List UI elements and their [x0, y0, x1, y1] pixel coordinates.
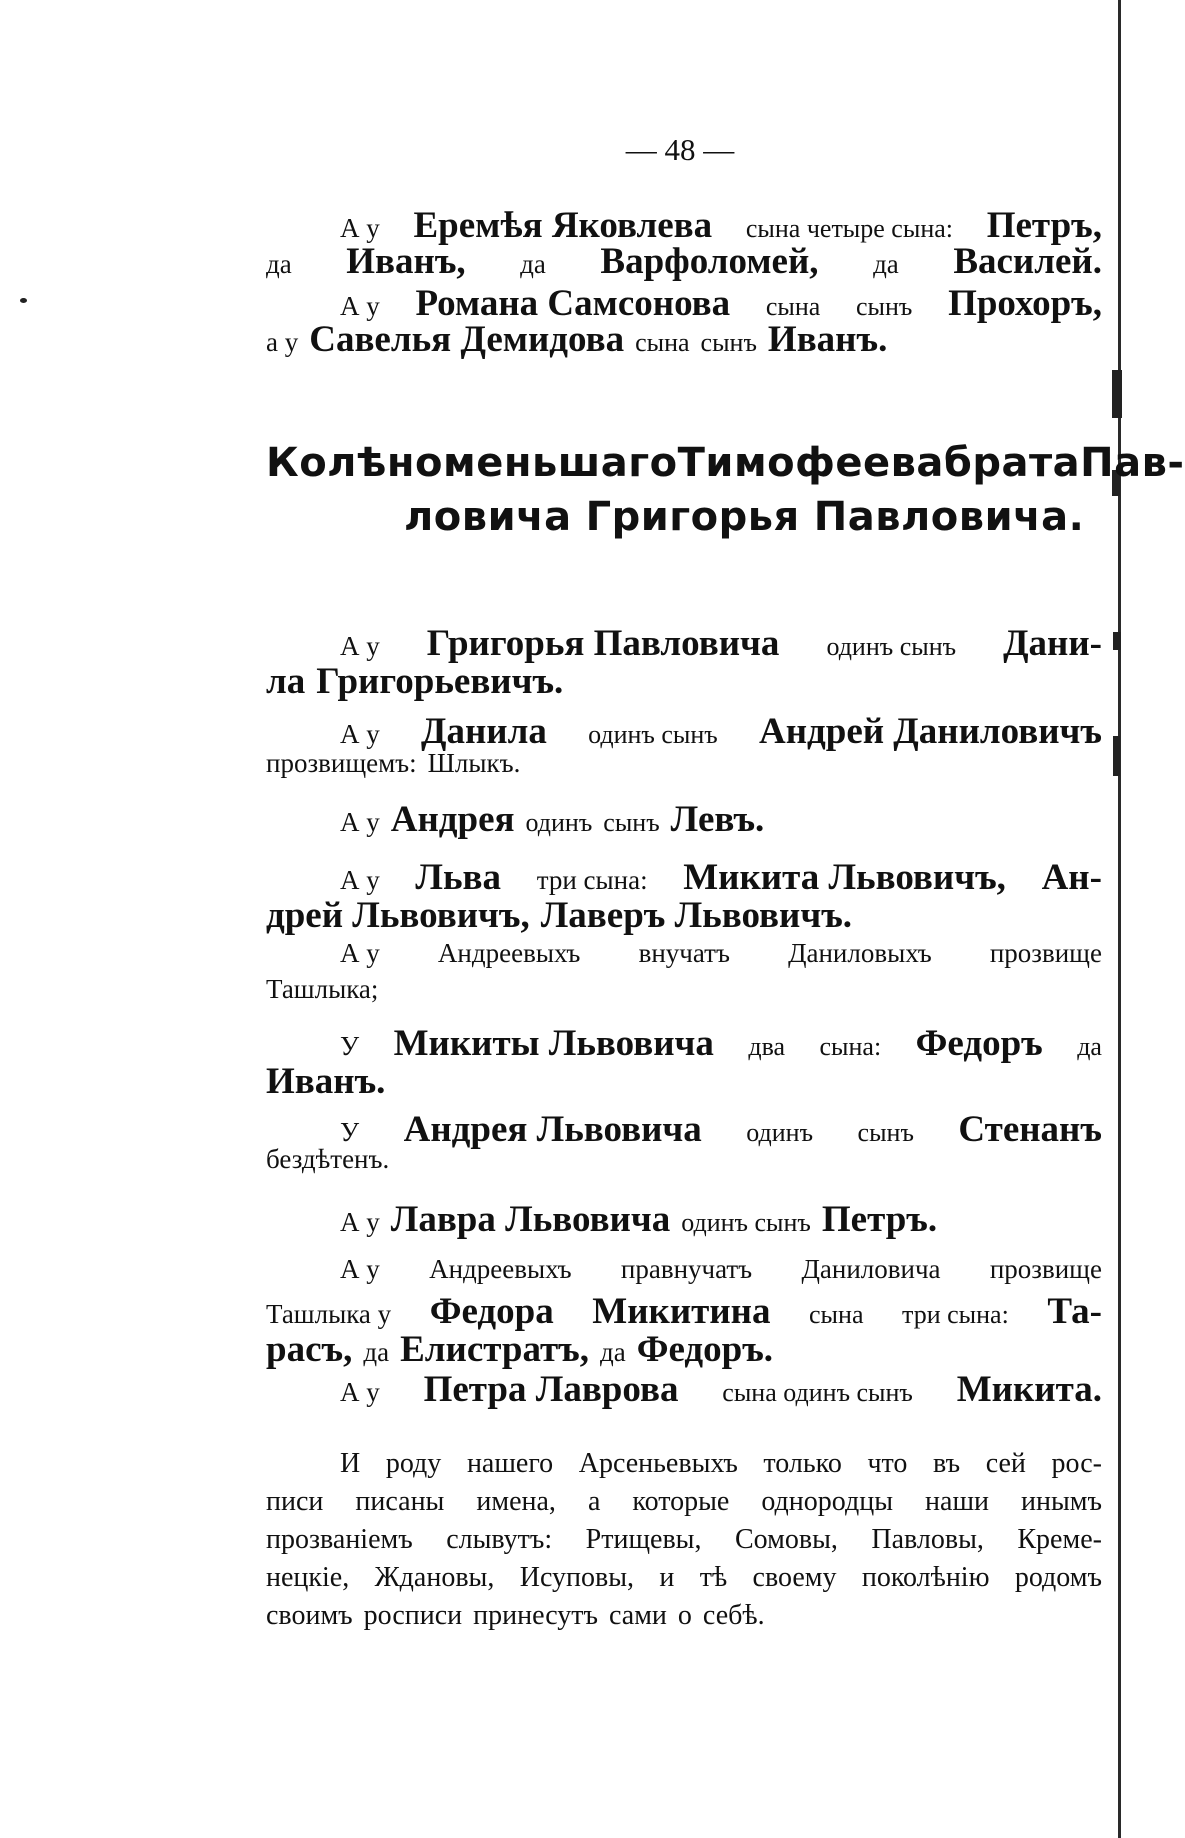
text-word: Григорья: [585, 494, 800, 540]
text-word: А у: [340, 807, 380, 837]
page-edge-rule: [1118, 0, 1121, 1838]
text-word: а у: [266, 327, 299, 357]
edge-mark: [1113, 736, 1120, 776]
edge-mark: [1113, 632, 1121, 650]
text-word: роду: [385, 1448, 442, 1479]
text-word: росписи: [363, 1600, 463, 1631]
text-word: писаны: [355, 1486, 445, 1517]
text-word: У: [340, 1031, 360, 1061]
text-word: Федоръ.: [636, 1329, 774, 1370]
text-word: Федоръ: [915, 1023, 1043, 1064]
text-word: Пав-: [1080, 440, 1185, 486]
text-word: Арсеньевыхъ: [578, 1448, 738, 1479]
text-word: Исуповы,: [519, 1562, 635, 1593]
text-word: поколѣнію: [861, 1562, 990, 1593]
text-word: нецкіе,: [266, 1562, 350, 1593]
text-word: родомъ: [1014, 1562, 1102, 1593]
text-word: меньшаго: [443, 440, 678, 486]
text-word: нашего: [466, 1448, 554, 1479]
text-word: расъ,: [266, 1329, 353, 1370]
text-word: А у: [340, 631, 380, 661]
text-word: прозвище: [989, 938, 1102, 968]
text-word: Ташлыка у: [266, 1299, 392, 1329]
text-word: своему: [752, 1562, 837, 1593]
text-word: писи: [266, 1486, 324, 1517]
text-word: сына: [635, 328, 690, 357]
text-word: Андреевыхъ: [437, 938, 581, 968]
text-word: Петръ,: [986, 205, 1102, 246]
text-word: да: [599, 1337, 626, 1367]
stray-dot: [20, 298, 27, 303]
text-word: Еремѣя Яковлева: [413, 205, 713, 246]
text-word: ловича: [404, 494, 572, 540]
text-line: [266, 1600, 1102, 1646]
text-word: Сомовы,: [734, 1524, 838, 1555]
text-word: одинъ сынъ: [681, 1208, 811, 1237]
text-word: да: [363, 1337, 390, 1367]
text-line: [266, 660, 1102, 706]
text-word: Тимофеева: [677, 440, 944, 486]
text-word: Ждановы,: [374, 1562, 495, 1593]
text-word: Савелья Демидова: [309, 319, 625, 360]
text-word: Даниловича: [801, 1254, 941, 1284]
text-word: А у: [340, 291, 380, 321]
text-word: сына: [765, 292, 821, 321]
text-word: одинъ: [746, 1118, 814, 1147]
page-number: — 48 —: [625, 132, 735, 167]
text-word: въ: [933, 1448, 961, 1479]
text-word: Шлыкъ.: [427, 748, 521, 778]
text-word: Андрея Львовича: [403, 1109, 702, 1150]
text-word: А у: [340, 213, 380, 243]
text-line: [340, 1198, 1102, 1244]
text-word: одинъ: [525, 808, 593, 837]
text-word: а: [587, 1486, 601, 1517]
text-word: Ртищевы,: [585, 1524, 702, 1555]
text-word: себѣ.: [702, 1600, 765, 1631]
text-word: сынъ: [603, 808, 660, 837]
text-word: имена,: [476, 1486, 556, 1517]
text-word: А у: [340, 865, 380, 895]
text-word: правнучатъ: [620, 1254, 753, 1284]
text-word: прозвище: [989, 1254, 1102, 1284]
text-word: дрей Львовичъ,: [266, 895, 530, 936]
text-word: Петръ.: [821, 1199, 938, 1240]
text-word: Павловича.: [813, 494, 1085, 540]
text-line: [266, 894, 1102, 940]
text-word: Та-: [1047, 1291, 1102, 1332]
text-word: два: [748, 1032, 786, 1061]
text-word: три сына:: [902, 1300, 1009, 1329]
text-word: Лаверъ Львовичъ.: [540, 895, 853, 936]
section-heading: [404, 494, 1102, 556]
text-word: Льва: [415, 857, 502, 898]
text-word: Романа Самсонова: [415, 283, 731, 324]
section-heading: [266, 440, 1185, 502]
text-word: рос-: [1051, 1448, 1102, 1479]
text-word: Даниловыхъ: [788, 938, 932, 968]
text-word: Лавра Львовича: [390, 1199, 671, 1240]
text-line: [266, 974, 1102, 1020]
text-word: три сына:: [536, 865, 648, 895]
text-word: да: [1077, 1032, 1102, 1061]
text-word: внучатъ: [638, 938, 730, 968]
text-word: одинъ сынъ: [588, 720, 718, 749]
edge-mark: [1112, 370, 1122, 418]
text-word: Креме-: [1017, 1524, 1102, 1555]
text-word: да: [520, 249, 546, 279]
text-word: Дани-: [1003, 623, 1102, 664]
text-word: Микитина: [592, 1291, 771, 1332]
text-line: [340, 798, 1102, 844]
text-word: Ан-: [1041, 857, 1102, 898]
text-line: [266, 1060, 1102, 1106]
text-word: Петра Лаврова: [423, 1369, 679, 1410]
text-word: сынъ: [857, 1118, 914, 1147]
text-word: брата: [943, 440, 1081, 486]
text-word: А у: [340, 1254, 380, 1284]
text-word: принесутъ: [473, 1600, 599, 1631]
text-word: ла: [266, 661, 306, 702]
text-word: Стенанъ: [958, 1109, 1102, 1150]
text-word: сына:: [819, 1032, 882, 1061]
text-line: [266, 1144, 1102, 1190]
text-word: Микита.: [956, 1369, 1102, 1410]
text-word: А у: [340, 938, 380, 968]
text-word: да: [873, 249, 899, 279]
text-word: и: [659, 1562, 675, 1593]
text-word: Елистратъ,: [400, 1329, 589, 1370]
text-word: однородцы: [761, 1486, 894, 1517]
text-word: сынъ: [700, 328, 757, 357]
text-word: да: [266, 249, 292, 279]
text-word: что: [867, 1448, 908, 1479]
text-line: [266, 748, 1102, 794]
text-word: сына четыре сына:: [745, 214, 953, 243]
text-word: бездѣтенъ.: [266, 1144, 390, 1174]
text-word: одинъ сынъ: [826, 632, 957, 661]
text-word: Федора: [429, 1291, 554, 1332]
text-word: А у: [340, 1377, 380, 1407]
text-word: прозвищемъ:: [266, 748, 417, 778]
text-word: которые: [632, 1486, 730, 1517]
text-word: А у: [340, 719, 380, 749]
text-word: Павловы,: [871, 1524, 984, 1555]
text-word: только: [763, 1448, 842, 1479]
text-word: сей: [985, 1448, 1026, 1479]
text-word: Прохоръ,: [948, 283, 1102, 324]
text-word: слывутъ:: [446, 1524, 553, 1555]
text-word: Григорья Павловича: [426, 623, 780, 664]
text-word: тѣ: [699, 1562, 728, 1593]
text-word: Данила: [421, 711, 547, 752]
text-word: сами: [609, 1600, 667, 1631]
text-word: наши: [925, 1486, 989, 1517]
text-line: [340, 1368, 1102, 1414]
text-word: Варфоломей,: [600, 241, 819, 282]
text-word: сынъ: [856, 292, 913, 321]
text-word: Колѣно: [266, 440, 444, 486]
text-word: Иванъ.: [767, 319, 888, 360]
text-word: Василей.: [953, 241, 1102, 282]
text-word: Андрея: [390, 799, 515, 840]
text-word: А у: [340, 1207, 380, 1237]
text-word: У: [340, 1117, 360, 1147]
text-word: Андреевыхъ: [429, 1254, 572, 1284]
text-word: Андрей Даниловичъ: [758, 711, 1102, 752]
text-word: инымъ: [1021, 1486, 1102, 1517]
text-word: Левъ.: [670, 799, 765, 840]
text-word: Ташлыка;: [266, 974, 379, 1004]
text-word: прозваніемъ: [266, 1524, 413, 1555]
text-word: о: [677, 1600, 692, 1631]
text-word: И: [340, 1448, 361, 1479]
text-word: своимъ: [266, 1600, 353, 1631]
text-line: [266, 318, 1102, 364]
text-word: Иванъ,: [346, 241, 466, 282]
text-word: Иванъ.: [266, 1061, 386, 1102]
text-word: Григорьевичъ.: [316, 661, 564, 702]
text-line: [266, 240, 1102, 286]
text-word: Микиты Львовича: [393, 1023, 714, 1064]
text-word: Микита Львовичъ,: [683, 857, 1006, 898]
text-word: сына одинъ сынъ: [722, 1378, 913, 1407]
text-word: сына: [809, 1300, 864, 1329]
